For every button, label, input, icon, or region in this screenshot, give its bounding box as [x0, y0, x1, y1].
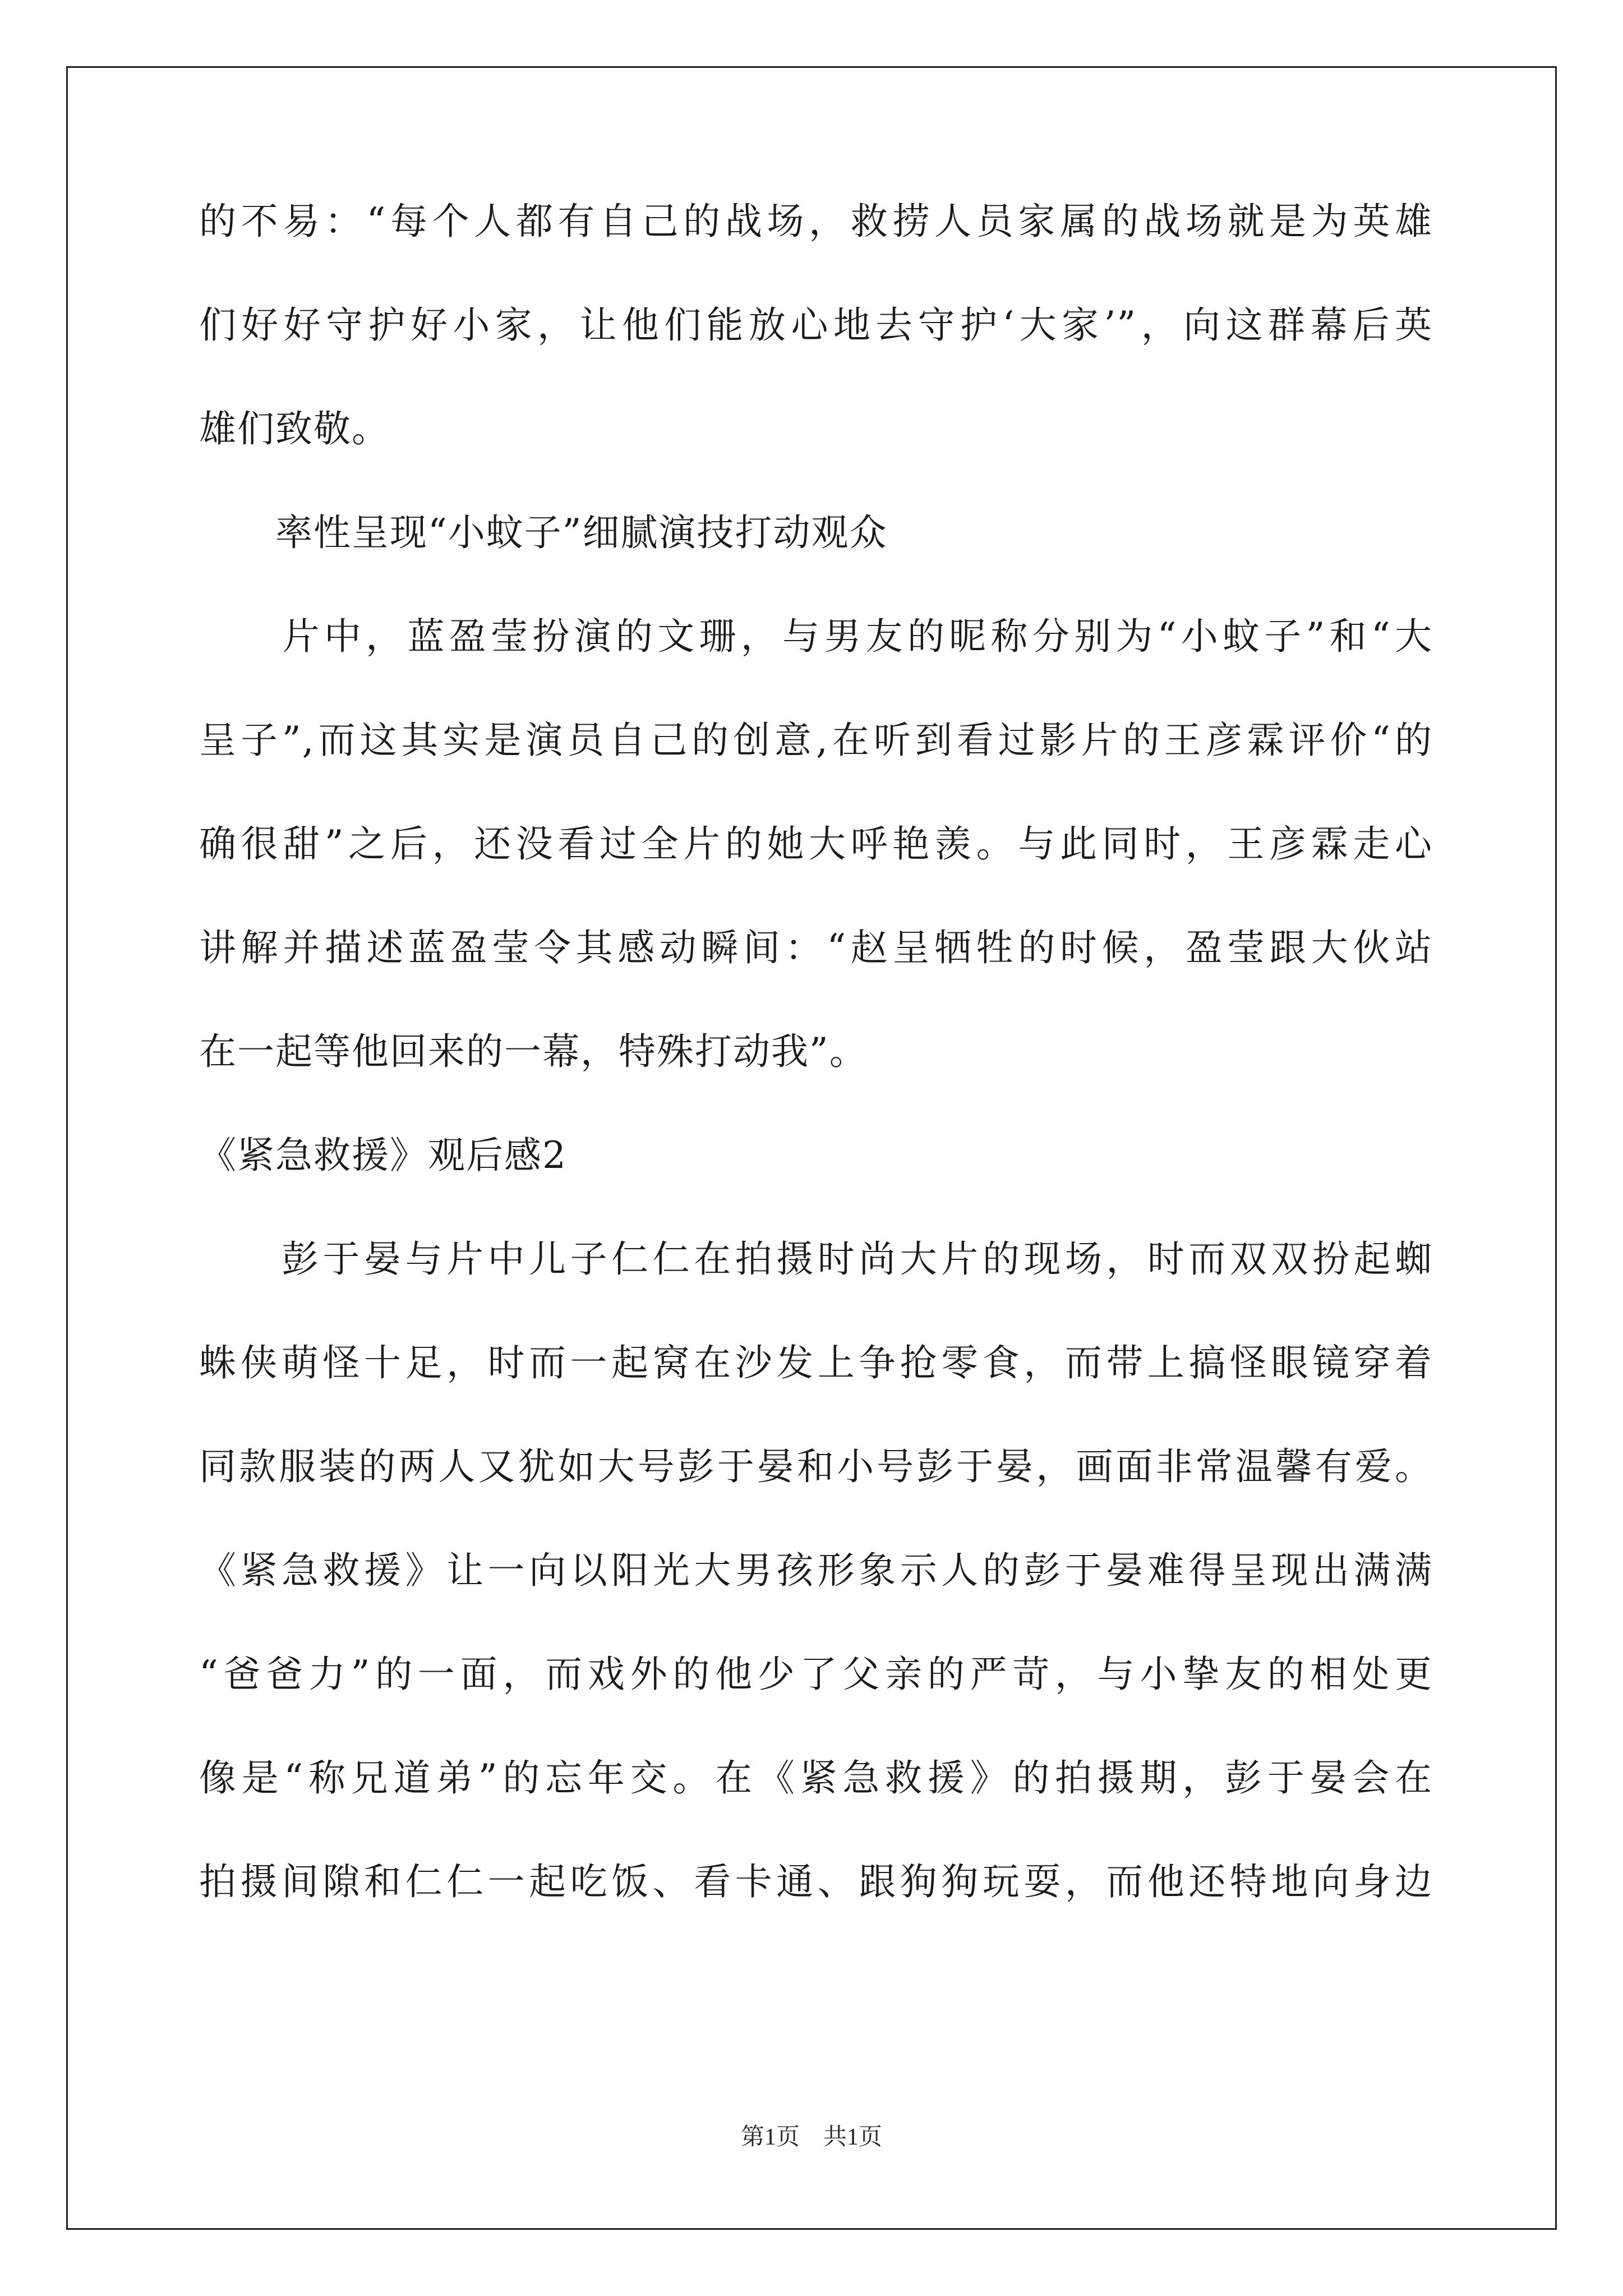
section-title: 《紧急救援》观后感2 [199, 1134, 567, 1177]
body-text-line: 确很甜”之后，还没看过全片的她大呼艳羡。与此同时，王彦霖走心 [199, 822, 1433, 866]
page-footer: 第1页 共1页 [740, 2124, 882, 2150]
body-text-line: 在一起等他回来的一幕，特殊打动我”。 [199, 1030, 868, 1073]
body-text-line: “爸爸力”的一面，而戏外的他少了父亲的严苛，与小挚友的相处更 [199, 1653, 1433, 1696]
body-text-line: 片中，蓝盈莹扮演的文珊，与男友的昵称分别为“小蚊子”和“大 [199, 615, 1433, 658]
body-text-line: 彭于晏与片中儿子仁仁在拍摄时尚大片的现场，时而双双扮起蜘 [199, 1237, 1433, 1281]
body-text-line: 蛛侠萌怪十足，时而一起窝在沙发上争抢零食，而带上搞怪眼镜穿着 [199, 1341, 1433, 1384]
body-text-line: 雄们致敬。 [199, 407, 390, 450]
body-text-line: 讲解并描述蓝盈莹令其感动瞬间：“赵呈牺牲的时候，盈莹跟大伙站 [199, 926, 1433, 969]
body-text-line: 同款服装的两人又犹如大号彭于晏和小号彭于晏，画面非常温馨有爱。 [199, 1445, 1433, 1488]
body-text-line: 的不易：“每个人都有自己的战场，救捞人员家属的战场就是为英雄 [199, 200, 1433, 243]
body-text-line: 们好好守护好小家，让他们能放心地去守护‘大家’”，向这群幕后英 [199, 303, 1433, 347]
body-text-line: 拍摄间隙和仁仁一起吃饭、看卡通、跟狗狗玩耍，而他还特地向身边 [199, 1860, 1433, 1903]
body-text-line: 像是“称兄道弟”的忘年交。在《紧急救援》的拍摄期，彭于晏会在 [199, 1756, 1433, 1800]
body-text-line: 呈子”,而这其实是演员自己的创意,在听到看过影片的王彦霖评价“的 [199, 719, 1433, 762]
section-subheading: 率性呈现“小蚊子”细腻演技打动观众 [199, 511, 888, 554]
body-text-line: 《紧急救援》让一向以阳光大男孩形象示人的彭于晏难得呈现出满满 [199, 1549, 1433, 1592]
